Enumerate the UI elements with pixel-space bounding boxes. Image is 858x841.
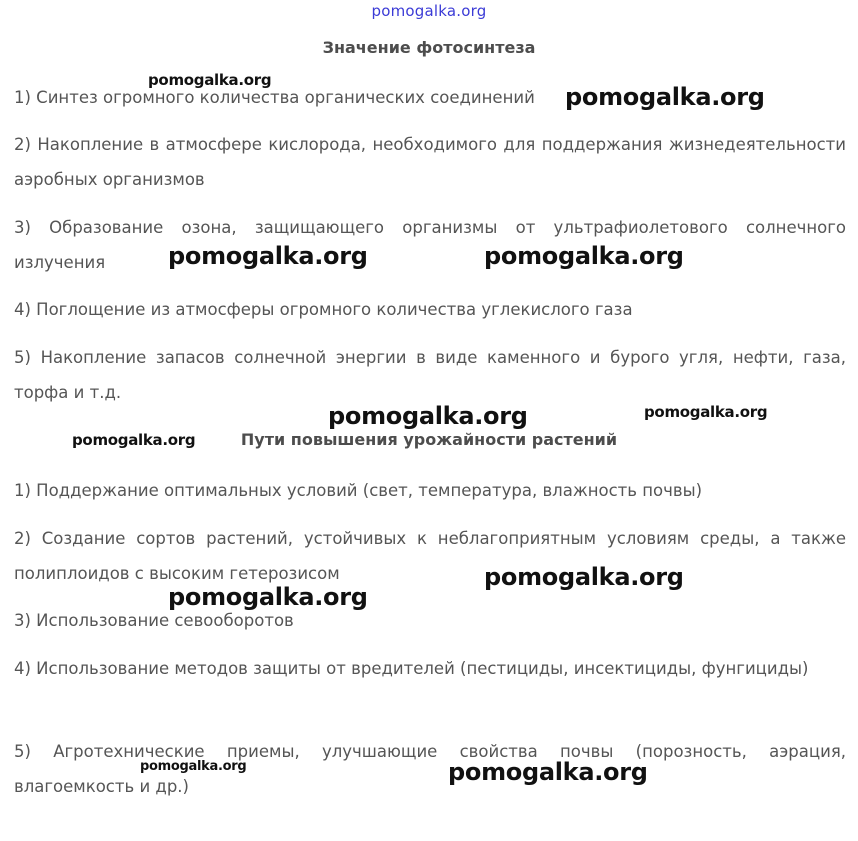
watermark: pomogalka.org [168,242,368,270]
watermark: pomogalka.org [72,431,196,449]
site-header-link[interactable]: pomogalka.org [371,2,487,20]
list-item: 3) Образование озона, защищающего организмы от ультрафиолетового солнечного излучения [14,218,846,272]
list-item: 2) Создание сортов растений, устойчивых к неблагоприятным условиям среды, а также полиплоидов с высоким гетерозисом [14,529,846,583]
list-item: 5) Агротехнические приемы, улучшающие свойства почвы (порозность, аэрация, влагоемкость и др.) [14,742,846,796]
watermark: pomogalka.org [448,758,648,786]
watermark: pomogalka.org [148,71,272,89]
watermark: pomogalka.org [565,83,765,111]
watermark: pomogalka.org [484,563,684,591]
watermark: pomogalka.org [328,402,528,430]
section-title-crop-yield: Пути повышения урожайности растений [240,430,618,449]
section-title-photosynthesis: Значение фотосинтеза [322,38,536,57]
watermark: pomogalka.org [484,242,684,270]
list-item: 5) Накопление запасов солнечной энергии в виде каменного и бурого угля, нефти, газа, торфа и т.д. [14,348,846,402]
watermark: pomogalka.org [140,759,247,774]
list-item: 1) Поддержание оптимальных условий (свет, температура, влажность почвы) [14,481,703,500]
watermark: pomogalka.org [644,403,768,421]
list-item: 1) Синтез огромного количества органических соединений [14,88,535,107]
list-item: 3) Использование севооборотов [14,611,294,630]
list-item: 4) Поглощение из атмосферы огромного количества углекислого газа [14,300,633,319]
watermark: pomogalka.org [168,583,368,611]
list-item: 2) Накопление в атмосфере кислорода, необходимого для поддержания жизнедеятельности аэробных организмов [14,135,846,189]
list-item: 4) Использование методов защиты от вредителей (пестициды, инсектициды, фунгициды) [14,659,809,678]
